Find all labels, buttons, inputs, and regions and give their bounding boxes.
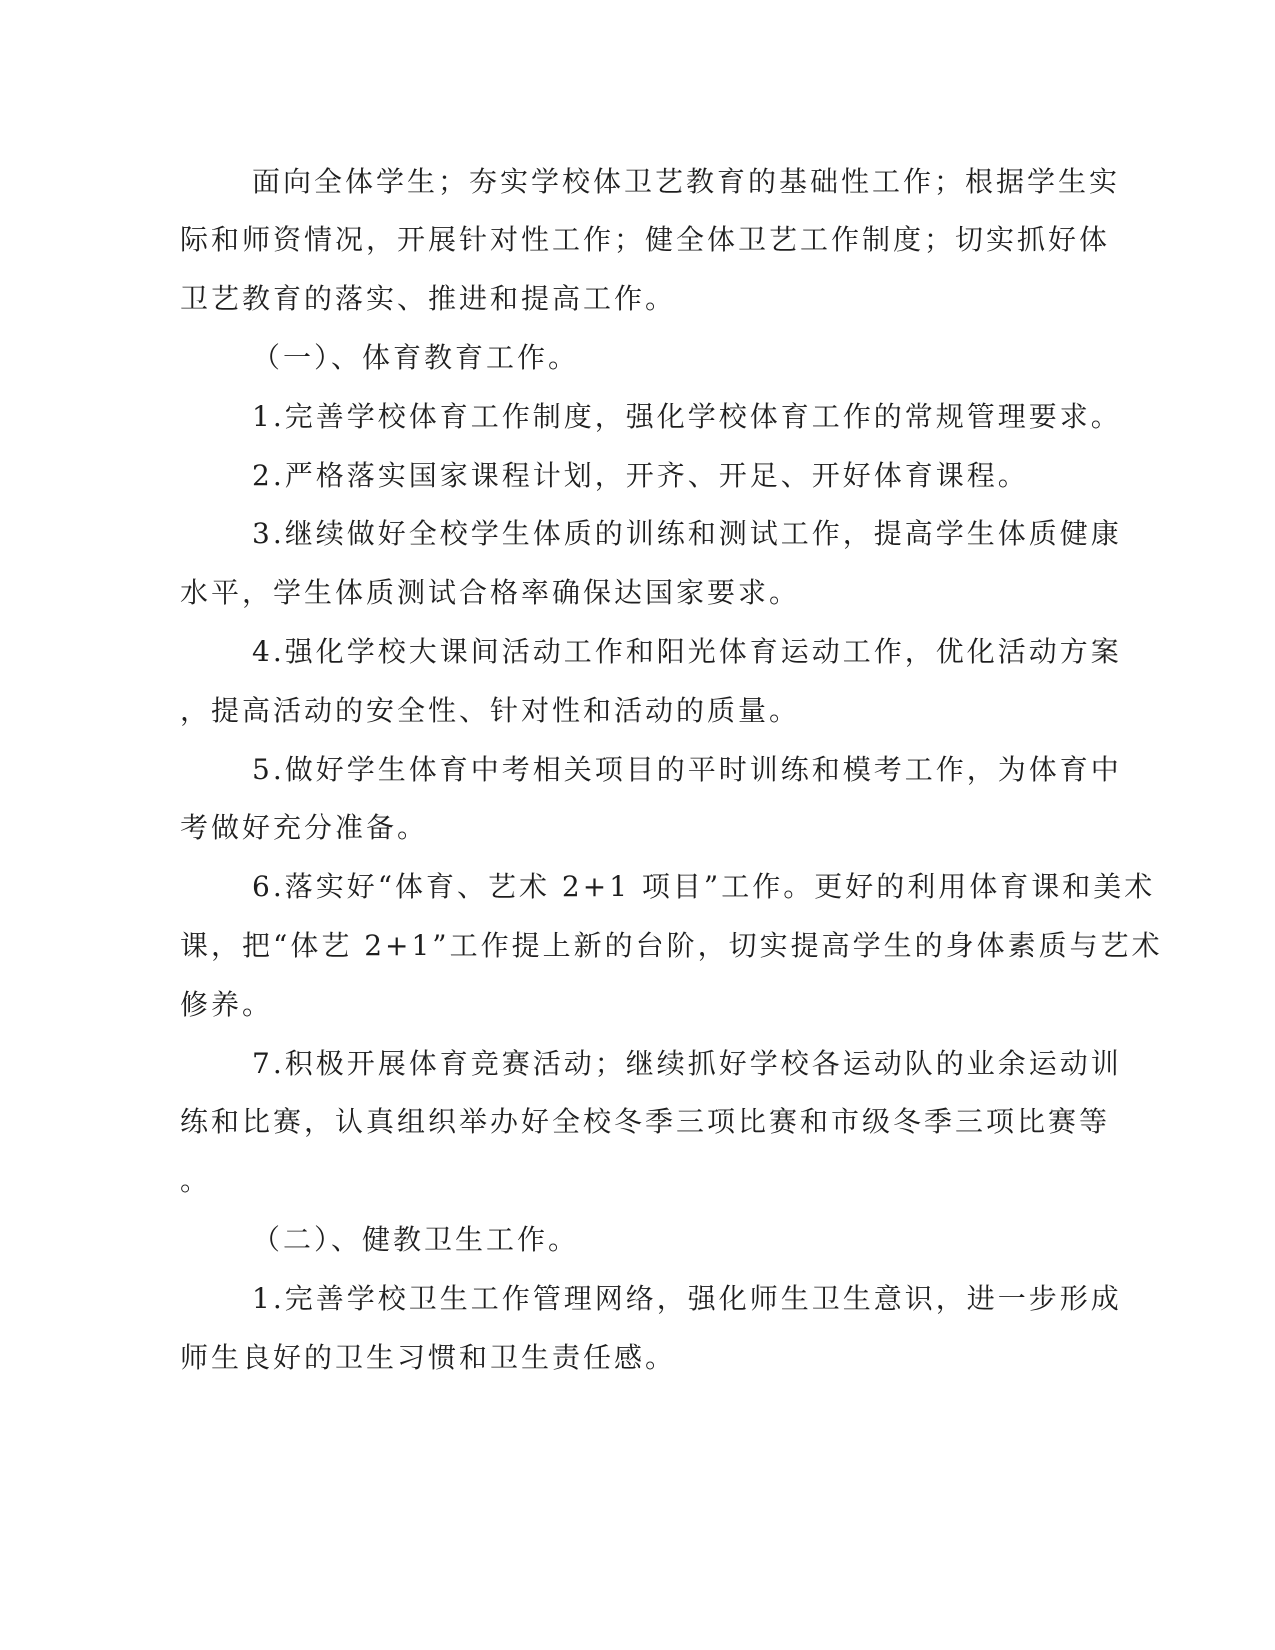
paragraph-line: 卫艺教育的落实、推进和提高工作。 [180,282,677,315]
list-item-line: 1.完善学校体育工作制度，强化学校体育工作的常规管理要求。 [252,400,1122,433]
list-item-line: 练和比赛，认真组织举办好全校冬季三项比赛和市级冬季三项比赛等 [180,1105,1111,1138]
section-heading: （二）、健教卫生工作。 [252,1223,580,1256]
list-item-line: 2.严格落实国家课程计划，开齐、开足、开好体育课程。 [252,459,1029,492]
list-item-line: 7.积极开展体育竞赛活动；继续抓好学校各运动队的业余运动训 [252,1047,1122,1080]
list-item-line: 5.做好学生体育中考相关项目的平时训练和模考工作，为体育中 [252,753,1122,786]
list-item-line: 3.继续做好全校学生体质的训练和测试工作，提高学生体质健康 [252,517,1122,550]
list-item-line: 师生良好的卫生习惯和卫生责任感。 [180,1341,677,1374]
list-item-line: 修养。 [180,988,274,1021]
list-item-line: 6.落实好“体育、艺术 2+1 项目”工作。更好的利用体育课和美术 [252,870,1156,903]
list-item-line: 课，把“体艺 2+1”工作提上新的台阶，切实提高学生的身体素质与艺术 [180,929,1163,962]
paragraph-line: 际和师资情况，开展针对性工作；健全体卫艺工作制度；切实抓好体 [180,223,1111,256]
list-item-line: 1.完善学校卫生工作管理网络，强化师生卫生意识，进一步形成 [252,1282,1122,1315]
list-item-line: 水平，学生体质测试合格率确保达国家要求。 [180,576,801,609]
list-item-line: 。 [180,1164,212,1197]
list-item-line: 4.强化学校大课间活动工作和阳光体育运动工作，优化活动方案 [252,635,1122,668]
section-heading: （一）、体育教育工作。 [252,341,580,374]
list-item-line: ，提高活动的安全性、针对性和活动的质量。 [180,694,801,727]
paragraph-line: 面向全体学生；夯实学校体卫艺教育的基础性工作；根据学生实 [252,165,1121,198]
list-item-line: 考做好充分准备。 [180,811,429,844]
